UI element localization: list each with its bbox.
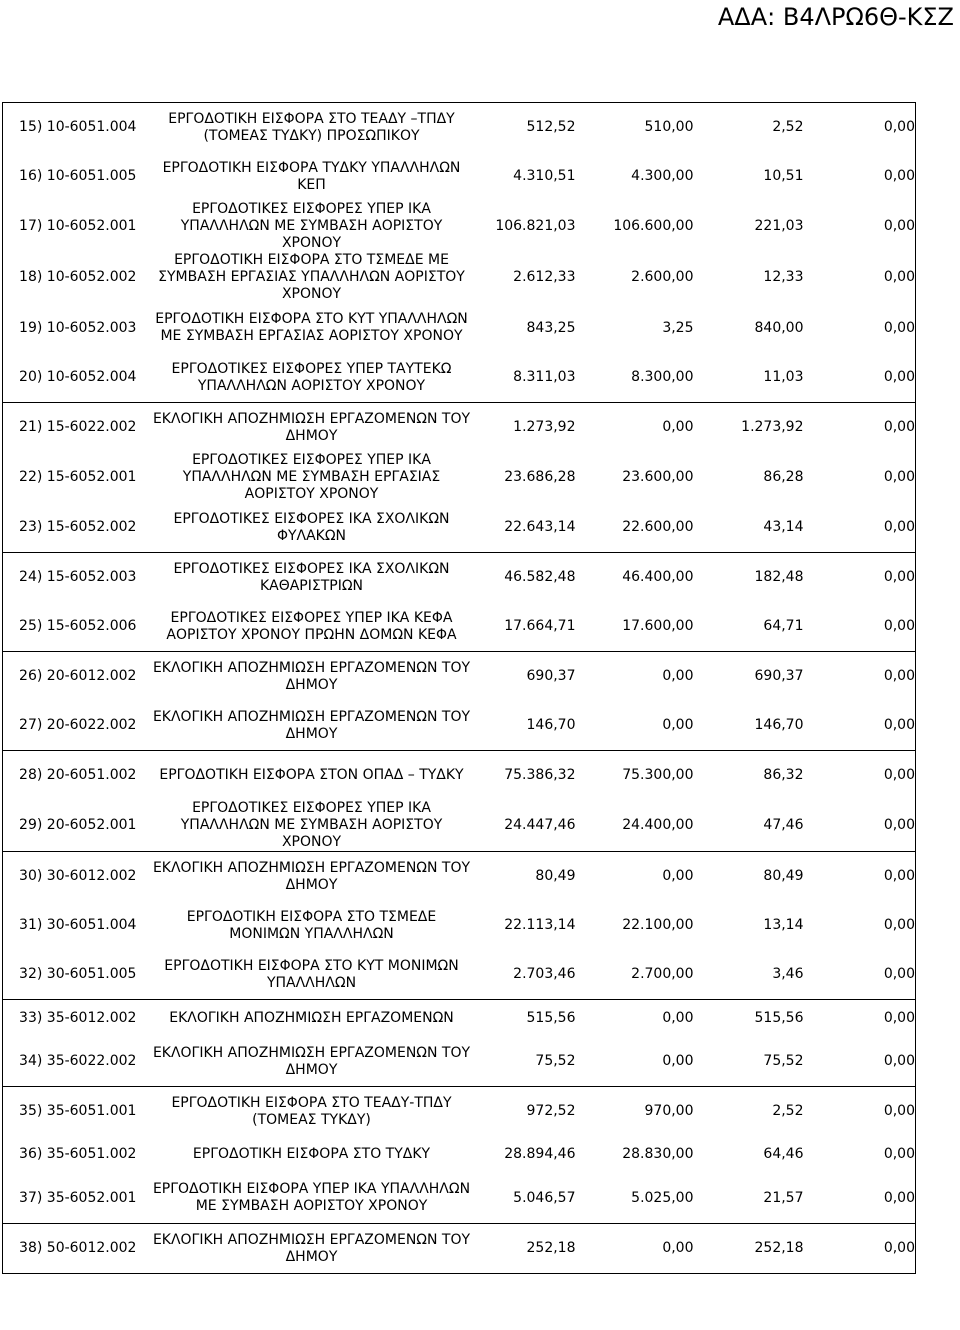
- row-amount-3: 3,46: [772, 966, 804, 982]
- row-number: 36): [19, 1146, 43, 1162]
- row-amount-3: 515,56: [694, 1000, 804, 1038]
- row-number-code-cell: [3, 152, 153, 201]
- ada-header: ΑΔΑ: Β4ΛΡΩ6Θ-ΚΣΖ: [717, 3, 954, 31]
- row-amount-1: 1.273,92: [471, 403, 576, 453]
- row-amount-2: 2.700,00: [631, 966, 694, 982]
- row-code: 15-6052.003: [46, 569, 137, 585]
- table-row: [3, 252, 916, 303]
- row-amount-2: 106.600,00: [613, 218, 694, 234]
- row-number-code-cell: [3, 452, 153, 503]
- row-number-code-cell: [3, 103, 153, 153]
- row-description: ΕΚΛΟΓΙΚΗ ΑΠΟΖΗΜΙΩΣΗ ΕΡΓΑΖΟΜΕΝΩΝ ΤΟΥ ΔΗΜΟΥ: [153, 1224, 471, 1274]
- row-amount-4: 0,00: [804, 602, 916, 652]
- row-number-code-cell: [3, 1037, 153, 1087]
- row-number-code-cell: [3, 503, 153, 553]
- row-amount-3: 1.273,92: [694, 403, 804, 453]
- row-description: ΕΡΓΟΔΟΤΙΚΗ ΕΙΣΦΟΡΑ ΣΤΟ ΚΥΤ ΥΠΑΛΛΗΛΩΝ ΜΕ ΣΥΜΒΑΣΗ ΕΡΓΑΣΙΑΣ ΑΟΡΙΣΤΟΥ ΧΡΟΝΟΥ: [155, 311, 468, 344]
- row-amount-4: 0,00: [804, 901, 916, 950]
- row-code: 15-6052.006: [46, 618, 137, 634]
- table-row: [3, 1224, 916, 1274]
- table-row: [3, 901, 916, 950]
- table-row: [3, 1000, 916, 1038]
- row-description: ΕΡΓΟΔΟΤΙΚΕΣ ΕΙΣΦΟΡΕΣ ΙΚΑ ΣΧΟΛΙΚΩΝ ΦΥΛΑΚΩΝ: [173, 510, 450, 544]
- row-amount-3: 21,57: [763, 1189, 804, 1206]
- table-row: [3, 452, 916, 503]
- row-code: 10-6052.004: [46, 369, 137, 385]
- row-number-code-cell: [3, 852, 153, 902]
- row-code: 10-6051.004: [46, 119, 137, 135]
- row-code: 20-6012.002: [46, 668, 137, 684]
- budget-table-body: [3, 103, 916, 1274]
- row-description: ΕΡΓΟΔΟΤΙΚΗ ΕΙΣΦΟΡΑ ΣΤΟ ΤΥΔΚΥ: [192, 1146, 431, 1162]
- row-amount-3: 13,14: [763, 917, 804, 933]
- row-code: 30-6012.002: [46, 868, 137, 884]
- row-amount-4: 0,00: [804, 152, 916, 201]
- row-code: 35-6051.001: [46, 1103, 137, 1119]
- row-amount-1: 75,52: [535, 1053, 576, 1069]
- row-description: ΕΡΓΟΔΟΤΙΚΕΣ ΕΙΣΦΟΡΕΣ ΥΠΕΡ ΤΑΥΤΕΚΩ ΥΠΑΛΛΗΛΩΝ ΑΟΡΙΣΤΟΥ ΧΡΟΝΟΥ: [171, 360, 452, 394]
- row-amount-1: 17.664,71: [504, 618, 576, 634]
- row-amount-4: 0,00: [804, 1087, 916, 1137]
- row-number: 23): [19, 519, 43, 535]
- row-amount-1: 28.894,46: [504, 1146, 576, 1162]
- row-code: 10-6052.001: [46, 218, 137, 234]
- row-code: 15-6022.002: [46, 419, 137, 435]
- row-number-code-cell: [3, 652, 153, 702]
- row-amount-4: 0,00: [804, 553, 916, 603]
- row-amount-3: 10,51: [763, 168, 804, 184]
- row-number-code-cell: [3, 1224, 153, 1274]
- row-amount-4: 0,00: [804, 800, 916, 852]
- row-amount-3: 64,46: [763, 1146, 804, 1162]
- row-amount-1: 2.612,33: [513, 269, 576, 285]
- row-amount-4: 0,00: [804, 652, 916, 702]
- row-number: 34): [19, 1053, 43, 1069]
- row-amount-1: 972,52: [471, 1087, 576, 1137]
- row-amount-1: 80,49: [471, 852, 576, 902]
- row-code: 10-6052.003: [46, 319, 137, 336]
- row-amount-2: 0,00: [662, 1053, 694, 1069]
- row-amount-4: 0,00: [804, 950, 916, 1000]
- table-row: [3, 1136, 916, 1173]
- row-amount-2: 22.600,00: [622, 519, 694, 535]
- row-number: 33): [19, 1010, 43, 1026]
- row-amount-4: 0,00: [804, 852, 916, 902]
- row-amount-2: 17.600,00: [622, 618, 694, 634]
- row-amount-2: 24.400,00: [622, 817, 694, 833]
- row-description: ΕΚΛΟΓΙΚΗ ΑΠΟΖΗΜΙΩΣΗ ΕΡΓΑΖΟΜΕΝΩΝ ΤΟΥ ΔΗΜΟΥ: [152, 1044, 471, 1078]
- row-number: 15): [19, 119, 43, 135]
- table-row: [3, 800, 916, 852]
- table-row: [3, 950, 916, 1000]
- row-code: 50-6012.002: [46, 1240, 137, 1256]
- table-row: [3, 303, 916, 353]
- row-amount-2: 0,00: [576, 403, 694, 453]
- row-number: 31): [19, 917, 43, 933]
- row-description: ΕΡΓΟΔΟΤΙΚΕΣ ΕΙΣΦΟΡΕΣ ΥΠΕΡ ΙΚΑ ΥΠΑΛΛΗΛΩΝ ΜΕ ΣΥΜΒΑΣΗ ΕΡΓΑΣΙΑΣ ΑΟΡΙΣΤΟΥ ΧΡΟΝΟΥ: [182, 452, 441, 502]
- row-description: ΕΚΛΟΓΙΚΗ ΑΠΟΖΗΜΙΩΣΗ ΕΡΓΑΖΟΜΕΝΩΝ: [153, 1000, 471, 1038]
- row-amount-1: 46.582,48: [471, 553, 576, 603]
- row-amount-2: 0,00: [576, 652, 694, 702]
- row-code: 35-6012.002: [46, 1010, 137, 1026]
- row-code: 30-6051.005: [46, 966, 137, 982]
- row-number: 37): [19, 1189, 43, 1206]
- table-row: [3, 652, 916, 702]
- row-amount-3: 64,71: [763, 618, 804, 634]
- row-description: ΕΚΛΟΓΙΚΗ ΑΠΟΖΗΜΙΩΣΗ ΕΡΓΑΖΟΜΕΝΩΝ ΤΟΥ ΔΗΜΟΥ: [152, 708, 471, 742]
- row-number: 26): [19, 668, 43, 684]
- row-description: ΕΡΓΟΔΟΤΙΚΗ ΕΙΣΦΟΡΑ ΣΤΟ ΚΥΤ ΜΟΝΙΜΩΝ ΥΠΑΛΛΗΛΩΝ: [164, 957, 459, 991]
- row-amount-1: 146,70: [526, 717, 576, 733]
- row-description: ΕΡΓΟΔΟΤΙΚΕΣ ΕΙΣΦΟΡΕΣ ΙΚΑ ΣΧΟΛΙΚΩΝ ΚΑΘΑΡΙΣΤΡΙΩΝ: [153, 553, 471, 603]
- row-number: 30): [19, 868, 43, 884]
- row-amount-4: 0,00: [804, 1000, 916, 1038]
- row-amount-3: 146,70: [754, 717, 804, 733]
- row-amount-2: 2.600,00: [631, 269, 694, 285]
- row-amount-1: 690,37: [471, 652, 576, 702]
- row-amount-3: 2,52: [694, 103, 804, 153]
- row-amount-1: 512,52: [471, 103, 576, 153]
- table-row: [3, 701, 916, 751]
- row-amount-3: 43,14: [763, 519, 804, 535]
- row-amount-4: 0,00: [804, 701, 916, 751]
- row-description: ΕΡΓΟΔΟΤΙΚΗ ΕΙΣΦΟΡΑ ΣΤΟΝ ΟΠΑΔ – ΤΥΔΚΥ: [153, 751, 471, 801]
- row-amount-4: 0,00: [804, 1136, 916, 1173]
- row-amount-1: 75.386,32: [471, 751, 576, 801]
- row-amount-4: 0,00: [804, 452, 916, 503]
- row-amount-3: 840,00: [754, 319, 804, 336]
- row-description: ΕΡΓΟΔΟΤΙΚΗ ΕΙΣΦΟΡΑ ΣΤΟ ΤΕΑΔΥ –ΤΠΔΥ (ΤΟΜΕΑΣ ΤΥΔΚΥ) ΠΡΟΣΩΠΙΚΟΥ: [153, 103, 471, 153]
- row-code: 10-6052.002: [46, 269, 137, 285]
- row-number: 17): [19, 218, 43, 234]
- row-amount-4: 0,00: [804, 353, 916, 403]
- row-number: 20): [19, 369, 43, 385]
- table-row: [3, 353, 916, 403]
- row-amount-1: 515,56: [471, 1000, 576, 1038]
- row-description: ΕΡΓΟΔΟΤΙΚΗ ΕΙΣΦΟΡΑ ΣΤΟ ΤΣΜΕΔΕ ΜΕ ΣΥΜΒΑΣΗ ΕΡΓΑΣΙΑΣ ΥΠΑΛΛΗΛΩΝ ΑΟΡΙΣΤΟΥ ΧΡΟΝΟΥ: [158, 252, 465, 302]
- row-amount-1: 106.821,03: [495, 218, 576, 234]
- row-amount-1: 2.703,46: [513, 966, 576, 982]
- row-amount-2: 8.300,00: [631, 369, 694, 385]
- row-amount-2: 75.300,00: [576, 751, 694, 801]
- row-amount-4: 0,00: [804, 751, 916, 801]
- row-number: 28): [19, 767, 43, 783]
- row-amount-1: 23.686,28: [504, 469, 576, 485]
- row-amount-3: 690,37: [694, 652, 804, 702]
- row-amount-3: 86,32: [694, 751, 804, 801]
- row-code: 20-6051.002: [46, 767, 137, 783]
- row-amount-4: 0,00: [804, 252, 916, 303]
- row-number: 24): [19, 569, 43, 585]
- row-amount-2: 0,00: [576, 852, 694, 902]
- row-code: 20-6052.001: [46, 817, 137, 833]
- row-amount-2: 3,25: [662, 319, 694, 336]
- table-row: [3, 1087, 916, 1137]
- row-amount-2: 0,00: [576, 1000, 694, 1038]
- row-description: ΕΡΓΟΔΟΤΙΚΕΣ ΕΙΣΦΟΡΕΣ ΥΠΕΡ ΙΚΑ ΥΠΑΛΛΗΛΩΝ ΜΕ ΣΥΜΒΑΣΗ ΑΟΡΙΣΤΟΥ ΧΡΟΝΟΥ: [180, 800, 443, 850]
- row-amount-3: 86,28: [763, 469, 804, 485]
- row-number-code-cell: [3, 1136, 153, 1173]
- row-description: ΕΚΛΟΓΙΚΗ ΑΠΟΖΗΜΙΩΣΗ ΕΡΓΑΖΟΜΕΝΩΝ ΤΟΥ ΔΗΜΟΥ: [153, 852, 471, 902]
- row-number-code-cell: [3, 800, 153, 852]
- row-description: ΕΡΓΟΔΟΤΙΚΕΣ ΕΙΣΦΟΡΕΣ ΥΠΕΡ ΙΚΑ ΥΠΑΛΛΗΛΩΝ ΜΕ ΣΥΜΒΑΣΗ ΑΟΡΙΣΤΟΥ ΧΡΟΝΟΥ: [180, 201, 443, 251]
- row-number-code-cell: [3, 553, 153, 603]
- row-number-code-cell: [3, 403, 153, 453]
- row-description: ΕΡΓΟΔΟΤΙΚΕΣ ΕΙΣΦΟΡΕΣ ΥΠΕΡ ΙΚΑ ΚΕΦΑ ΑΟΡΙΣΤΟΥ ΧΡΟΝΟΥ ΠΡΩΗΝ ΔΟΜΩΝ ΚΕΦΑ: [166, 609, 457, 643]
- table-row: [3, 201, 916, 252]
- row-number-code-cell: [3, 303, 153, 353]
- row-description: ΕΚΛΟΓΙΚΗ ΑΠΟΖΗΜΙΩΣΗ ΕΡΓΑΖΟΜΕΝΩΝ ΤΟΥ ΔΗΜΟΥ: [153, 652, 471, 702]
- row-code: 35-6052.001: [46, 1189, 137, 1206]
- table-row: [3, 602, 916, 652]
- row-amount-4: 0,00: [804, 1037, 916, 1087]
- row-code: 35-6051.002: [46, 1146, 137, 1162]
- row-number: 18): [19, 269, 43, 285]
- table-row: [3, 751, 916, 801]
- row-amount-1: 22.643,14: [504, 519, 576, 535]
- row-amount-2: 46.400,00: [576, 553, 694, 603]
- row-number: 25): [19, 618, 43, 634]
- row-number-code-cell: [3, 950, 153, 1000]
- row-description: ΕΡΓΟΔΟΤΙΚΗ ΕΙΣΦΟΡΑ ΥΠΕΡ ΙΚΑ ΥΠΑΛΛΗΛΩΝ ΜΕ ΣΥΜΒΑΣΗ ΑΟΡΙΣΤΟΥ ΧΡΟΝΟΥ: [152, 1181, 471, 1214]
- table-row: [3, 553, 916, 603]
- row-amount-2: 510,00: [576, 103, 694, 153]
- row-amount-2: 0,00: [662, 717, 694, 733]
- row-description: ΕΚΛΟΓΙΚΗ ΑΠΟΖΗΜΙΩΣΗ ΕΡΓΑΖΟΜΕΝΩΝ ΤΟΥ ΔΗΜΟΥ: [153, 403, 471, 453]
- table-row: [3, 1037, 916, 1087]
- row-amount-2: 5.025,00: [631, 1189, 694, 1206]
- row-number: 38): [19, 1240, 43, 1256]
- row-amount-4: 0,00: [804, 201, 916, 252]
- table-row: [3, 103, 916, 153]
- row-number-code-cell: [3, 1000, 153, 1038]
- row-number-code-cell: [3, 602, 153, 652]
- row-amount-1: 843,25: [526, 319, 576, 336]
- row-amount-3: 75,52: [763, 1053, 804, 1069]
- row-amount-3: 12,33: [763, 269, 804, 285]
- row-code: 10-6051.005: [46, 168, 137, 184]
- row-amount-4: 0,00: [804, 1173, 916, 1224]
- row-number: 35): [19, 1103, 43, 1119]
- row-number-code-cell: [3, 1173, 153, 1224]
- table-row: [3, 403, 916, 453]
- row-amount-2: 22.100,00: [622, 917, 694, 933]
- row-code: 30-6051.004: [46, 917, 137, 933]
- row-amount-2: 23.600,00: [622, 469, 694, 485]
- row-code: 15-6052.001: [46, 469, 137, 485]
- row-amount-3: 252,18: [694, 1224, 804, 1274]
- row-amount-3: 221,03: [754, 218, 804, 234]
- row-amount-3: 182,48: [694, 553, 804, 603]
- row-amount-1: 4.310,51: [513, 168, 576, 184]
- row-amount-1: 8.311,03: [513, 369, 576, 385]
- row-amount-1: 24.447,46: [504, 817, 576, 833]
- row-code: 35-6022.002: [46, 1053, 137, 1069]
- row-amount-2: 4.300,00: [631, 168, 694, 184]
- row-amount-2: 0,00: [576, 1224, 694, 1274]
- row-amount-1: 22.113,14: [504, 917, 576, 933]
- row-amount-4: 0,00: [804, 1224, 916, 1274]
- table-row: [3, 503, 916, 553]
- table-row: [3, 1173, 916, 1224]
- row-amount-2: 28.830,00: [622, 1146, 694, 1162]
- row-amount-3: 2,52: [694, 1087, 804, 1137]
- row-description: ΕΡΓΟΔΟΤΙΚΗ ΕΙΣΦΟΡΑ ΤΥΔΚΥ ΥΠΑΛΛΗΛΩΝ ΚΕΠ: [162, 159, 461, 193]
- row-number-code-cell: [3, 751, 153, 801]
- row-amount-4: 0,00: [804, 303, 916, 353]
- row-description: ΕΡΓΟΔΟΤΙΚΗ ΕΙΣΦΟΡΑ ΣΤΟ ΤΣΜΕΔΕ ΜΟΝΙΜΩΝ ΥΠΑΛΛΗΛΩΝ: [186, 908, 437, 942]
- row-amount-1: 252,18: [471, 1224, 576, 1274]
- row-number-code-cell: [3, 701, 153, 751]
- row-number-code-cell: [3, 252, 153, 303]
- row-number-code-cell: [3, 353, 153, 403]
- row-number-code-cell: [3, 901, 153, 950]
- row-amount-3: 80,49: [694, 852, 804, 902]
- row-number-code-cell: [3, 201, 153, 252]
- row-number: 27): [19, 717, 43, 733]
- row-amount-2: 970,00: [576, 1087, 694, 1137]
- row-amount-1: 5.046,57: [513, 1189, 576, 1206]
- row-number: 19): [19, 319, 43, 336]
- row-code: 15-6052.002: [46, 519, 137, 535]
- table-row: [3, 152, 916, 201]
- row-number: 21): [19, 419, 43, 435]
- row-number-code-cell: [3, 1087, 153, 1137]
- row-number: 16): [19, 168, 43, 184]
- row-amount-4: 0,00: [804, 103, 916, 153]
- row-amount-4: 0,00: [804, 403, 916, 453]
- row-amount-3: 47,46: [763, 817, 804, 833]
- row-number: 29): [19, 817, 43, 833]
- row-number: 32): [19, 966, 43, 982]
- row-number: 22): [19, 469, 43, 485]
- row-description: ΕΡΓΟΔΟΤΙΚΗ ΕΙΣΦΟΡΑ ΣΤΟ ΤΕΑΔΥ-ΤΠΔΥ (ΤΟΜΕΑΣ ΤΥΚΔΥ): [153, 1087, 471, 1137]
- table-row: [3, 852, 916, 902]
- row-amount-3: 11,03: [763, 369, 804, 385]
- row-code: 20-6022.002: [46, 717, 137, 733]
- budget-table: [2, 102, 916, 1274]
- row-amount-4: 0,00: [804, 503, 916, 553]
